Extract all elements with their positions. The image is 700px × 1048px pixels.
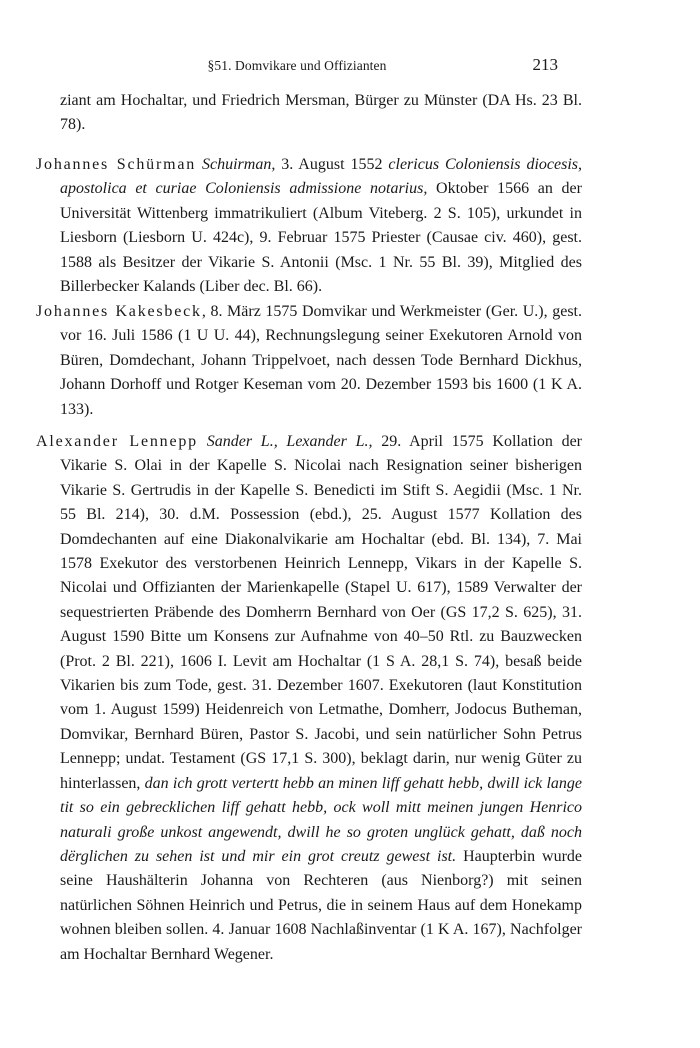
continuation-paragraph <box>36 89 582 138</box>
entry-alexander-lennepp <box>36 430 582 967</box>
entry-segment-italic: dan ich grott vertertt hebb an minen liff gehatt hebb, dwill ick lange tit so ein gebrecklichen liff gehatt hebb, ock woll mitt meinen jungen Henrico naturali große unkost angewendt, dwill he so groten unglück gehatt, daß noch dërglichen zu sehen ist und mir ein grot creutz gewest ist. <box>60 774 583 865</box>
entry-segment <box>198 433 207 450</box>
entry-name: Alexander Lennepp <box>36 433 198 450</box>
entry-segment-italic: Sander L., Lexander L., <box>206 433 373 450</box>
entry-segment: , 8. März 1575 Domvikar und Werkmeister (Ger. U.), gest. vor 16. Juli 1586 (1 U U. 44), Rechnungslegung seiner Exekutoren Arnold von Büren, Domdechant, Johann Trippelvoet, nach dessen Tode Bernhard Dickhus, Johann Dorhoff und Rotger Keseman vom 20. Dezember 1593 bis 1600 (1 K A. 133). <box>60 303 582 418</box>
entry-text <box>36 153 583 299</box>
page-number: 213 <box>532 55 558 74</box>
entry-segment-italic: clericus Coloniensis diocesis, apostolica et curiae Coloniensis admissione notarius, <box>60 156 583 198</box>
entry-text <box>36 300 582 422</box>
entry-name: Johannes Kakesbeck <box>36 303 202 320</box>
entry-segment-italic: Schuirman, <box>202 156 276 173</box>
continuation-text: ziant am Hochaltar, und Friedrich Mersman, Bürger zu Münster (DA Hs. 23 Bl. 78). <box>60 92 582 134</box>
entry-name: Johannes Schürman <box>36 156 197 173</box>
entry-johannes-schuerman <box>36 153 582 299</box>
entry-segment: Haupterbin wurde seine Haushälterin Johanna von Rechteren (aus Nienborg?) mit seinen natürlichen Söhnen Heinrich und Petrus, die in seinem Haus auf dem Honekamp wohnen bleiben sollen. 4. Januar 1608 Nachlaßinventar (1 K A. 167), Nachfolger am Hochaltar Bernhard Wegener. <box>60 847 583 963</box>
page-header <box>36 55 558 77</box>
entry-segment: Oktober 1566 an der Universität Wittenberg immatrikuliert (Album Viteberg. 2 S. 105), urkundet in Liesborn (Liesborn U. 424c), 9. Februar 1575 Priester (Causae civ. 460), gest. 1588 als Besitzer der Vikarie S. Antonii (Msc. 1 Nr. 55 Bl. 39), Mitglied des Billerbecker Kalands (Liber dec. Bl. 66). <box>60 180 582 296</box>
entry-text <box>36 430 583 967</box>
entry-johannes-kakesbeck <box>36 300 582 422</box>
entry-segment: 29. April 1575 Kollation der Vikarie S. Olai in der Kapelle S. Nicolai nach Resignation seiner bisherigen Vikarie S. Gertrudis in der Kapelle S. Benedicti im Stift S. Aegidii (Msc. 1 Nr. 55 Bl. 214), 30. d.M. Possession (ebd.), 25. August 1577 Kollation des Domdechanten auf eine Diakonalvikarie am Hochaltar (ebd. Bl. 134), 7. Mai 1578 Exekutor des verstorbenen Heinrich Lennepp, Vikars in der Kapelle S. Nicolai und Offizianten der Marienkapelle (Stapel U. 617), 1589 Verwalter der sequestrierten Präbende des Domherrn Bernhard von Oer (GS 17,2 S. 625), 31. August 1590 Bitte um Konsens zur Aufnahme von 40–50 Rtl. zu Bauzwecken (Prot. 2 Bl. 221), 1606 I. Levit am Hochaltar (1 S A. 28,1 S. 74), besaß beide Vikarien bis zum Tode, gest. 31. Dezember 1607. Exekutoren (laut Konstitution vom 1. August 1599) Heidenreich von Letmathe, Domherr, Jodocus Butheman, Domvikar, Bernhard Büren, Pastor S. Jacobi, und sein natürlicher Sohn Petrus Lennepp; undat. Testament (GS 17,1 S. 300), beklagt darin, nur wenig Güter zu hinterlassen, <box>60 433 583 792</box>
entry-segment: 3. August 1552 <box>275 156 389 173</box>
running-head: §51. Domvikare und Offizianten <box>207 58 387 73</box>
